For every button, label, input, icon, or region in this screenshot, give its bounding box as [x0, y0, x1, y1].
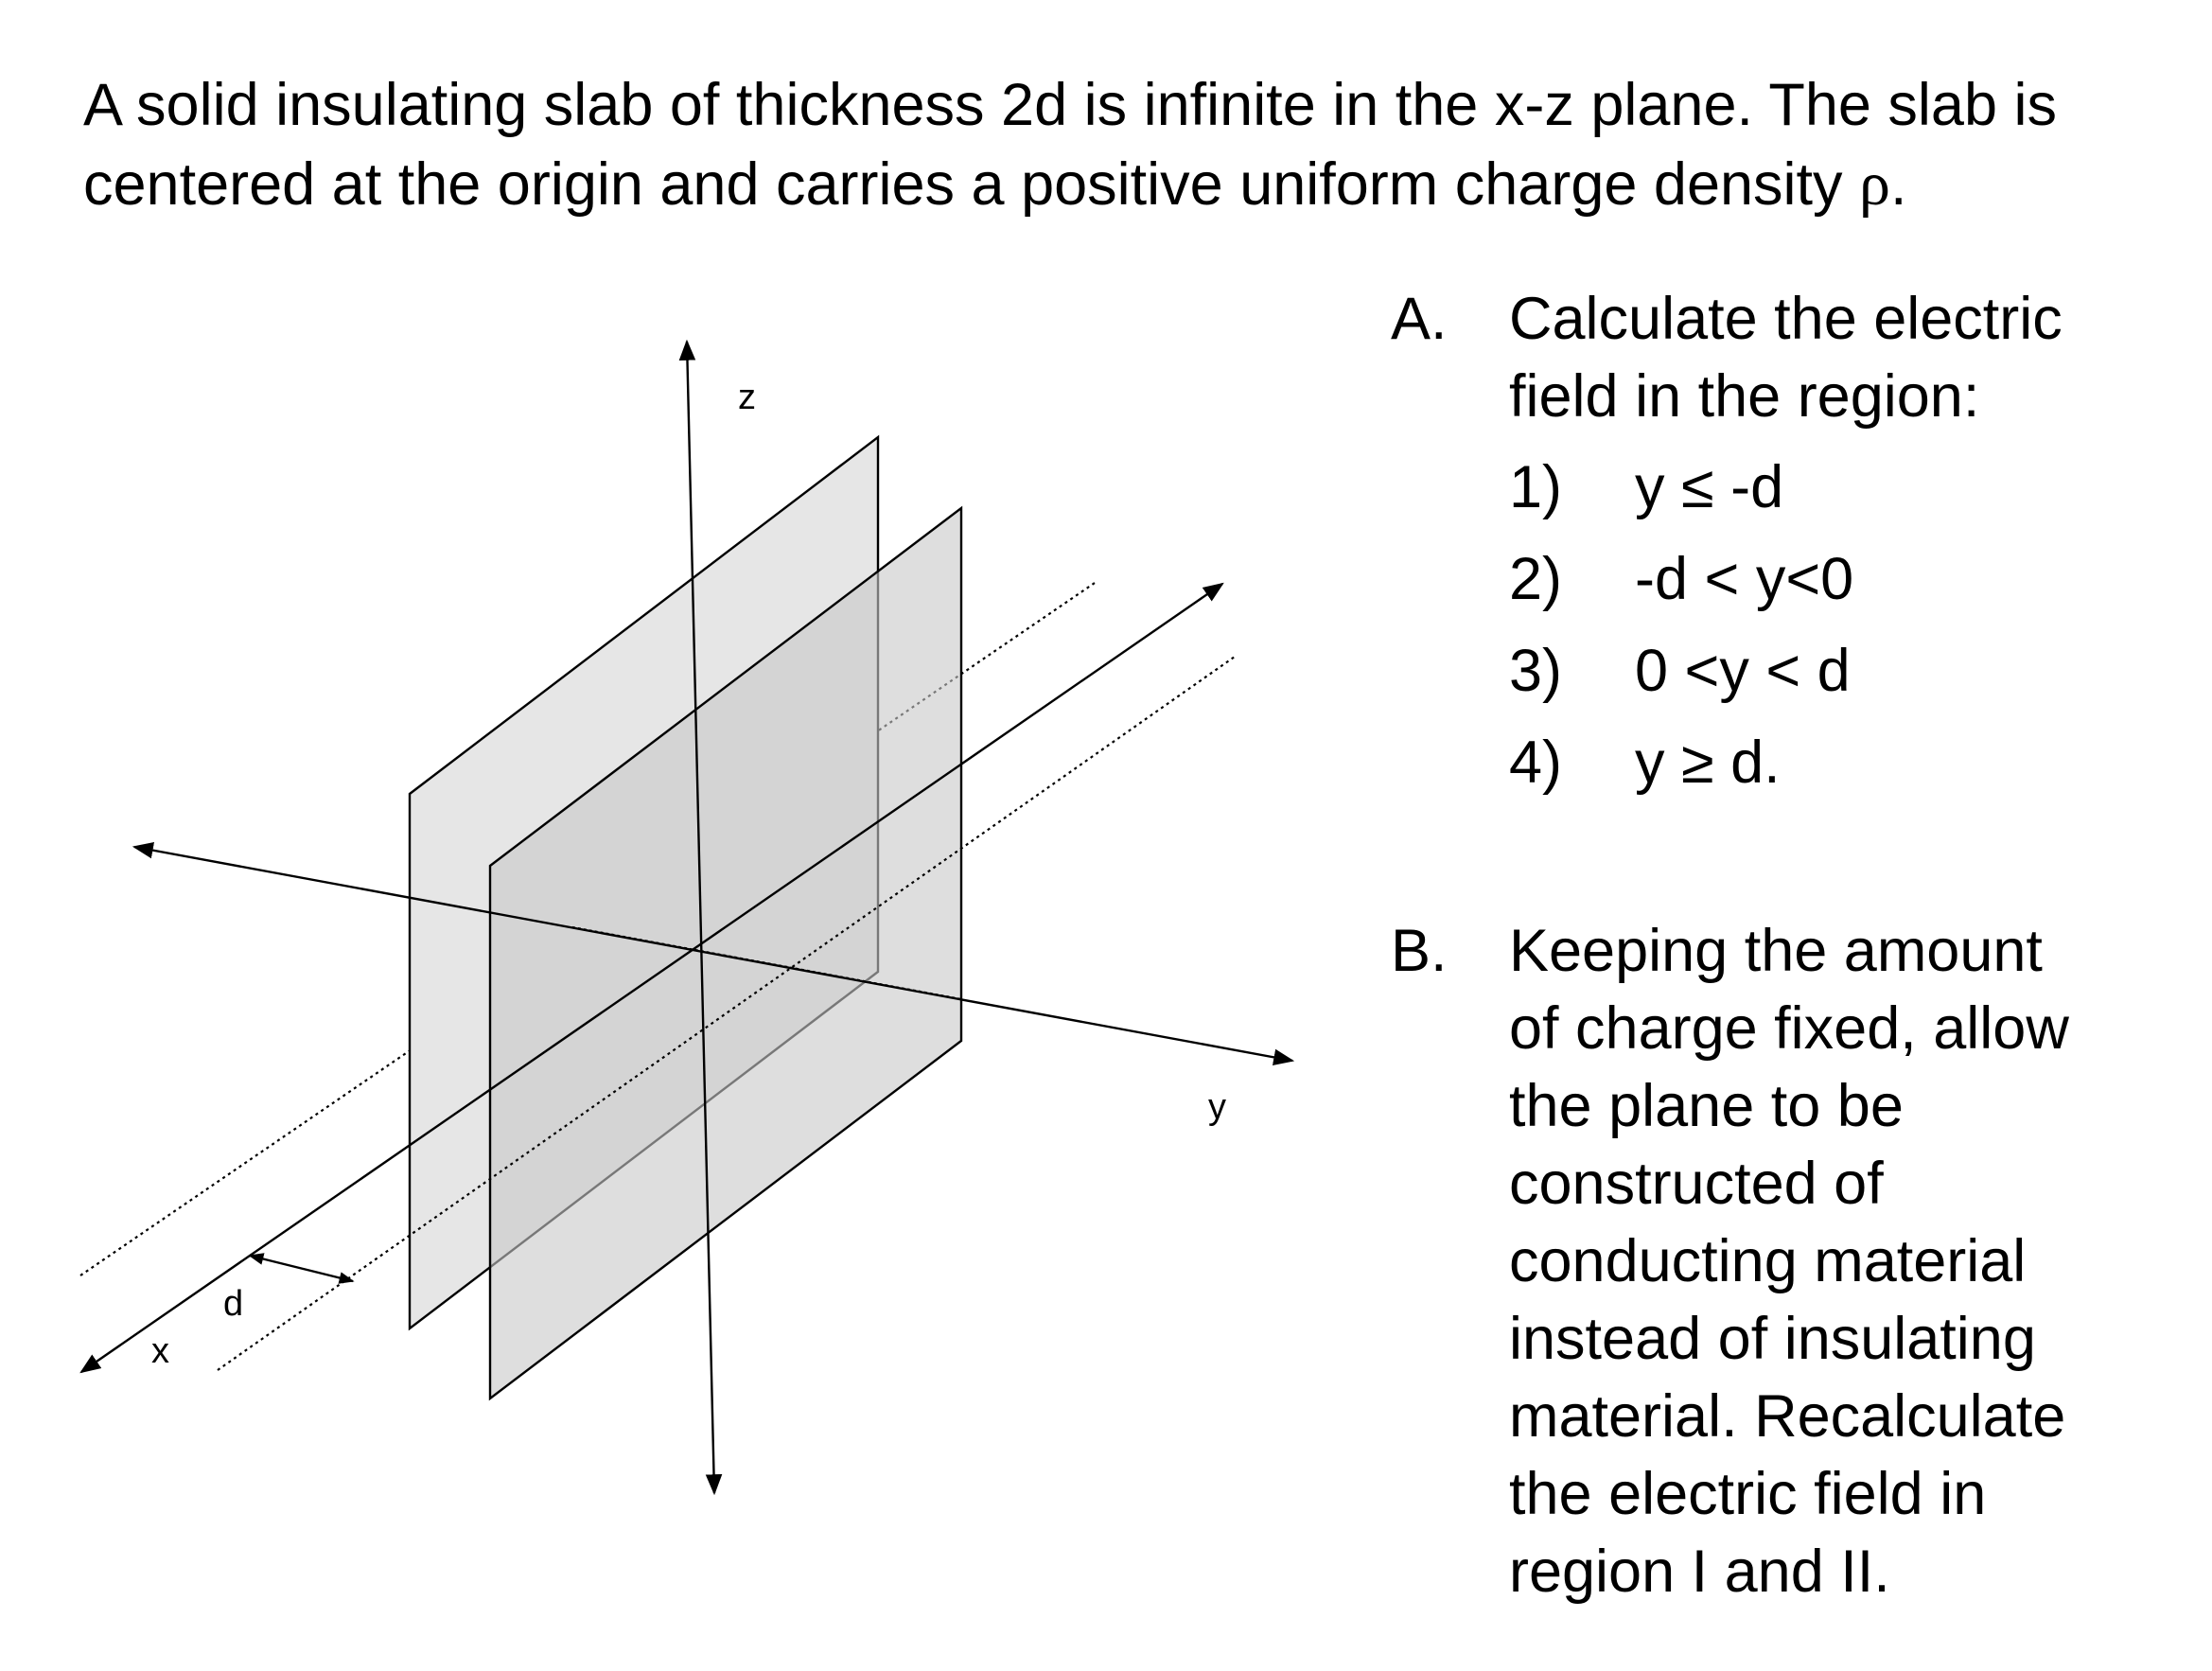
question-b-line: the electric field in [1509, 1461, 1987, 1527]
problem-statement-text: A solid insulating slab of thickness 2d is infinite in the x-z plane. The slab is centered at the origin and carries a positive uniform charge density [83, 72, 2057, 218]
question-a-letter: A. [1391, 286, 1448, 352]
rho-symbol: ρ [1859, 150, 1890, 219]
problem-statement-end: . [1889, 151, 1907, 218]
region-item [1509, 540, 2077, 632]
region-item-number: 4) [1509, 730, 1563, 796]
region-item [1509, 724, 2077, 816]
d-dimension-arrow [250, 1256, 353, 1281]
question-b-line: constructed of [1509, 1151, 1884, 1217]
region-item-condition: y ≤ -d [1635, 454, 1784, 520]
region-item-condition: -d < y<0 [1635, 546, 1854, 612]
region-item-condition: y ≥ d. [1635, 730, 1781, 796]
question-b-line: instead of insulating [1509, 1306, 2036, 1372]
y-axis-label: y [1208, 1087, 1226, 1127]
region-item-number: 1) [1509, 454, 1563, 520]
question-a-line-2: field in the region: [1509, 363, 1980, 430]
question-a-line-1: Calculate the electric [1509, 286, 2063, 352]
question-a-body [1509, 280, 2152, 435]
question-b-body [1509, 912, 2171, 1610]
question-b-line: material. Recalculate [1509, 1383, 2066, 1450]
question-b-line: Keeping the amount [1509, 918, 2043, 984]
z-axis-label: z [738, 378, 756, 417]
question-b-line: conducting material [1509, 1228, 2027, 1294]
question-b-letter: B. [1391, 918, 1448, 984]
question-b-line: the plane to be [1509, 1073, 1904, 1139]
region-item [1509, 449, 2077, 540]
region-item-number: 3) [1509, 638, 1563, 704]
region-item [1509, 632, 2077, 724]
x-axis-label: x [151, 1331, 169, 1371]
region-item-condition: 0 <y < d [1635, 638, 1851, 704]
question-b-line: of charge fixed, allow [1509, 995, 2069, 1062]
d-dimension-label: d [223, 1284, 244, 1324]
question-b-line: region I and II. [1509, 1539, 1890, 1605]
region-item-number: 2) [1509, 546, 1563, 612]
region-list [1509, 449, 2077, 816]
